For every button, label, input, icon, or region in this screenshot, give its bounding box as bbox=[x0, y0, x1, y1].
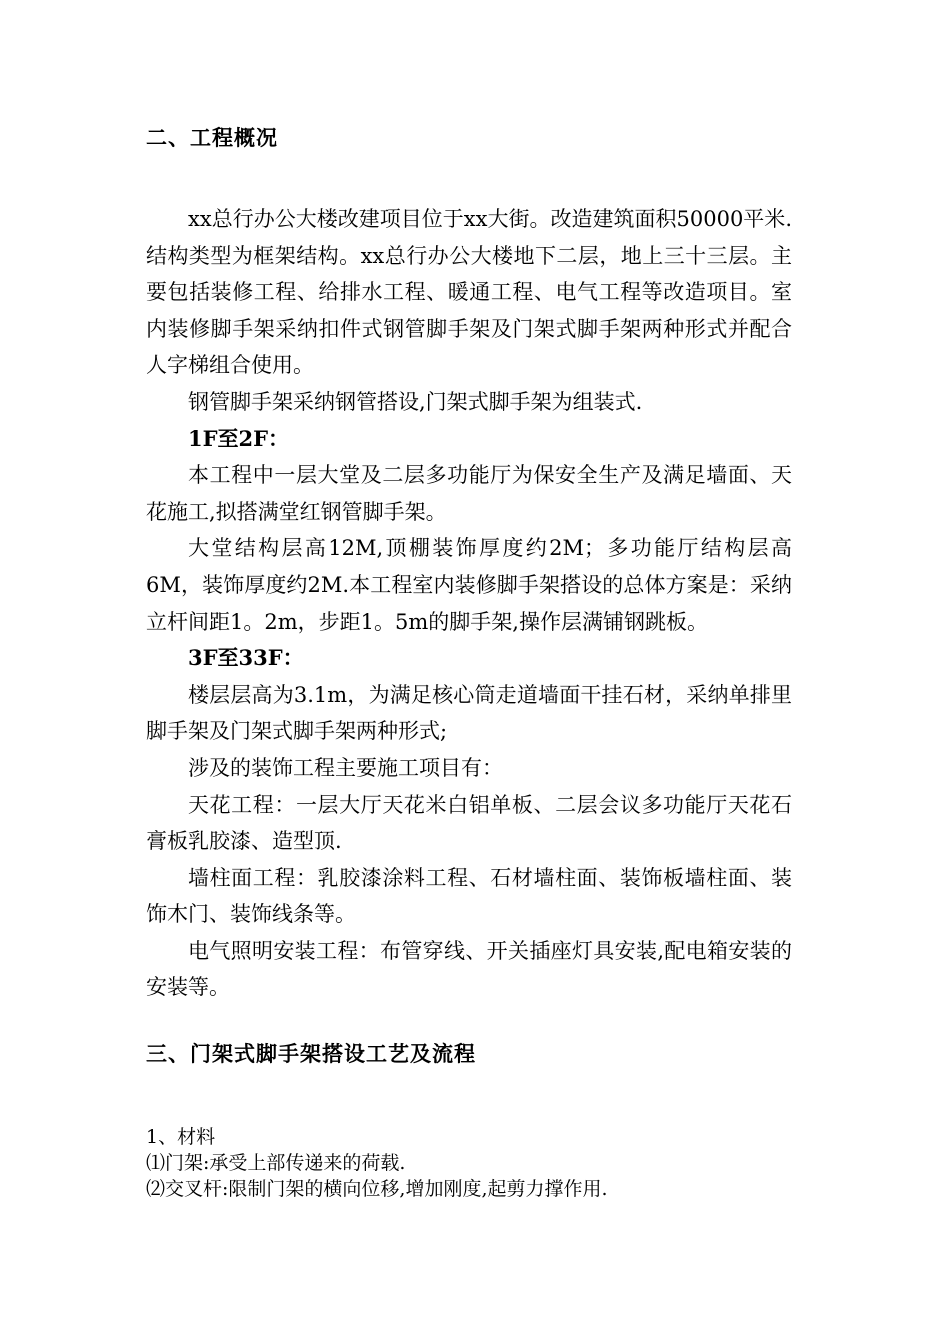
floor-height-paragraph: 楼层层高为3.1m，为满足核心筒走道墙面干挂石材，采纳单排里脚手架及门架式脚手架两种形式; bbox=[146, 682, 792, 744]
materials-list bbox=[146, 1124, 796, 1202]
floors-1-2-subheading: 1F至2F： bbox=[188, 425, 290, 451]
material-item-cross-bar: ⑵交叉杆:限制门架的横向位移,增加刚度,起剪力撑作用. bbox=[146, 1178, 608, 1200]
section-3-heading: 三、门架式脚手架搭设工艺及流程 bbox=[146, 1042, 476, 1066]
ceiling-works-paragraph: 天花工程：一层大厅天花米白铝单板、二层会议多功能厅天花石膏板乳胶漆、造型顶. bbox=[146, 792, 792, 854]
material-item-door-frame: ⑴门架:承受上部传递来的荷载. bbox=[146, 1152, 406, 1174]
work-items-intro: 涉及的装饰工程主要施工项目有： bbox=[188, 755, 503, 780]
section-2-body bbox=[146, 201, 792, 1006]
steel-pipe-paragraph: 钢管脚手架采纳钢管搭设,门架式脚手架为组装式. bbox=[188, 389, 643, 414]
electrical-works-paragraph: 电气照明安装工程：布管穿线、开关插座灯具安装,配电箱安装的安装等。 bbox=[146, 938, 792, 1000]
floors-3-33-subheading: 3F至33F： bbox=[188, 645, 304, 671]
materials-heading: 1、材料 bbox=[146, 1126, 216, 1148]
wall-column-works-paragraph: 墙柱面工程：乳胶漆涂料工程、石材墙柱面、装饰板墙柱面、装饰木门、装饰线条等。 bbox=[146, 865, 792, 927]
section-2-heading: 二、工程概况 bbox=[146, 126, 278, 150]
lobby-scaffold-paragraph: 本工程中一层大堂及二层多功能厅为保安全生产及满足墙面、天花施工,拟搭满堂红钢管脚手架。 bbox=[146, 463, 792, 524]
lobby-height-paragraph: 大堂结构层高12M,顶棚装饰厚度约2M；多功能厅结构层高6M，装饰厚度约2M.本工程室内装修脚手架搭设的总体方案是：采纳立杆间距1。2m，步距1。5m的脚手架,操作层满铺钢跳板。 bbox=[146, 536, 792, 634]
overview-paragraph: xx总行办公大楼改建项目位于xx大街。改造建筑面积50000平米.结构类型为框架结构。xx总行办公大楼地下二层，地上三十三层。主要包括装修工程、给排水工程、暖通工程、电气工程等改造项目。室内装修脚手架采纳扣件式钢管脚手架及门架式脚手架两种形式并配合人字梯组合使用。 bbox=[146, 207, 792, 378]
